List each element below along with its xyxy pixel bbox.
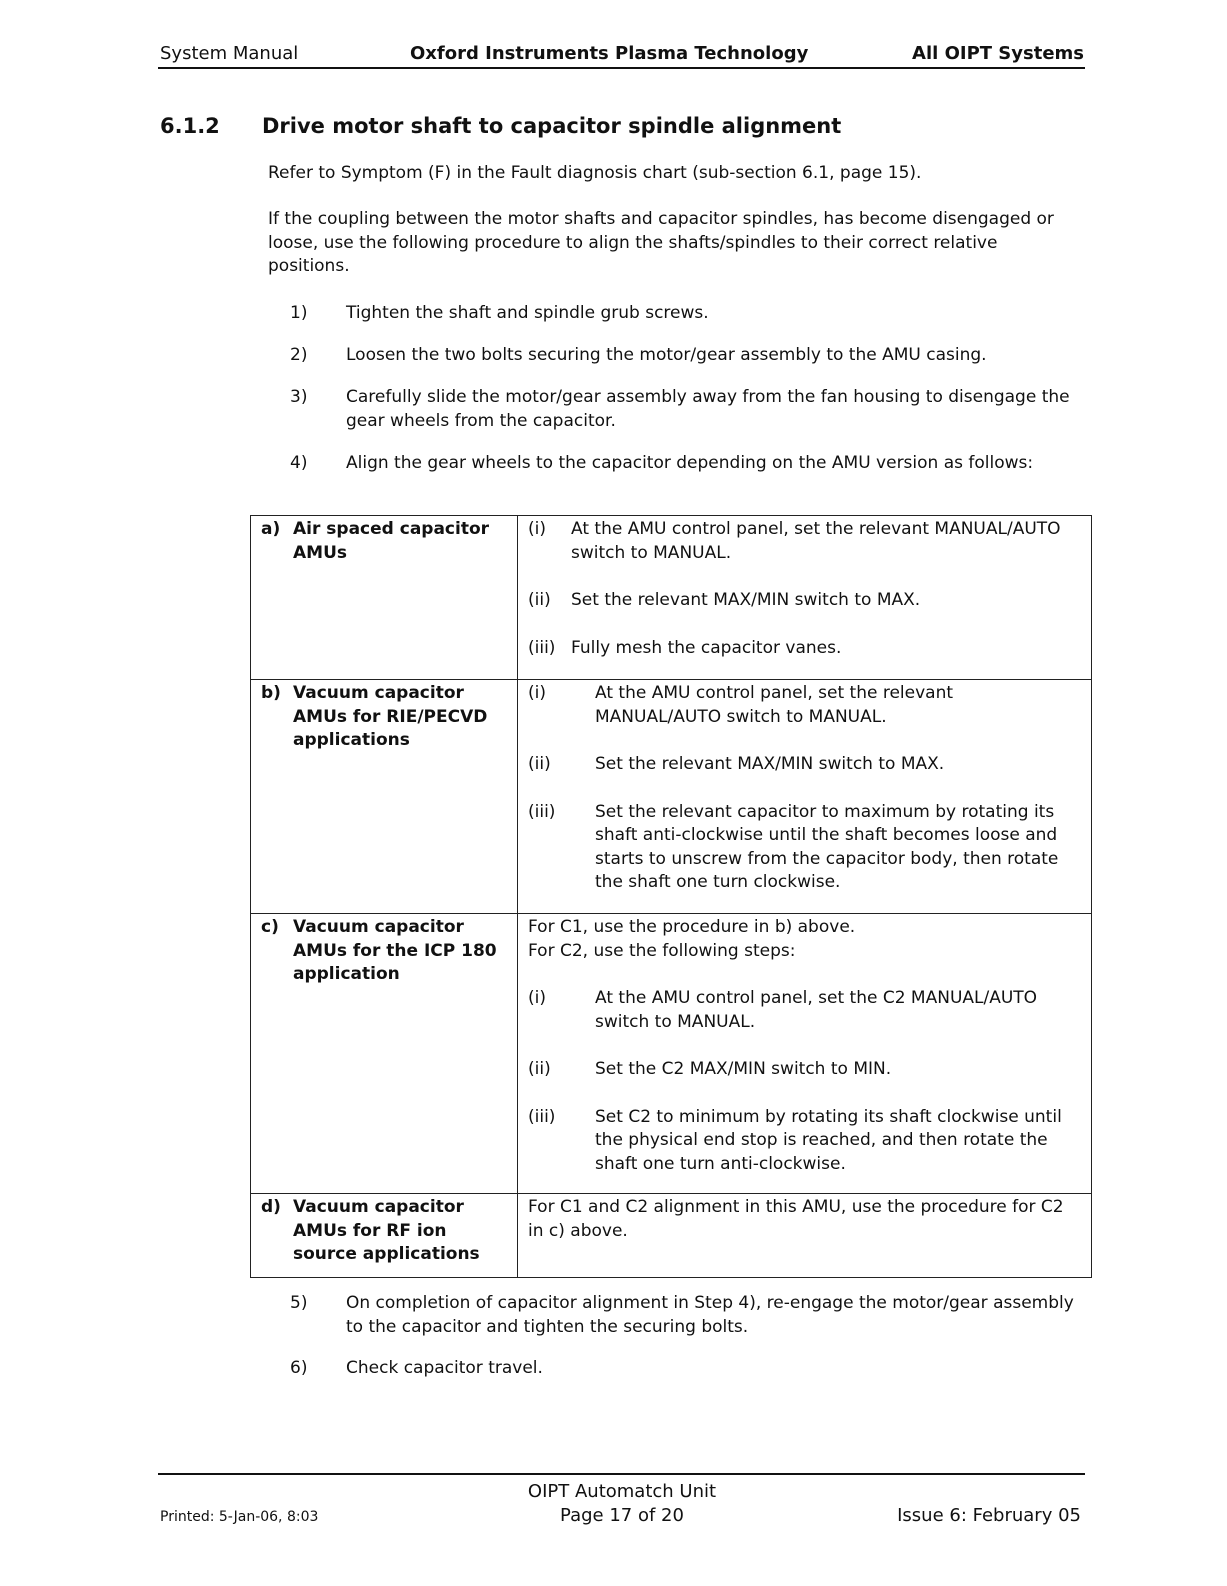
row-label xyxy=(261,1196,509,1267)
intro-line: For C2, use the following steps: xyxy=(528,940,796,961)
row-steps-cell xyxy=(518,914,1092,1194)
sub-step xyxy=(528,1058,1083,1082)
step-number: 5) xyxy=(290,1293,308,1313)
footer-rule xyxy=(158,1473,1085,1475)
step xyxy=(290,452,1085,476)
sub-step-number: (iii) xyxy=(528,1106,556,1127)
row-key: d) xyxy=(261,1197,281,1217)
sub-step-text: Set the relevant capacitor to maximum by rotating its shaft anti-clockwise until the shaft becomes loose and starts to unscrew from the capacitor body, then rotate the shaft one turn clockwise. xyxy=(595,801,1059,892)
row-title: Vacuum capacitor AMUs for RIE/PECVD applications xyxy=(293,683,488,750)
step xyxy=(290,344,1085,368)
sub-step xyxy=(528,801,1083,895)
step xyxy=(290,1357,1085,1381)
footer-doc: OIPT Automatch Unit xyxy=(527,1481,717,1502)
row-label-cell xyxy=(251,680,518,914)
row-key: b) xyxy=(261,683,281,703)
sub-step-text: At the AMU control panel, set the C2 MANUAL/AUTO switch to MANUAL. xyxy=(595,988,1038,1032)
step-number: 6) xyxy=(290,1358,308,1378)
row-steps-cell xyxy=(518,516,1092,680)
table-row xyxy=(251,680,1092,914)
sub-step-text: Set the relevant MAX/MIN switch to MAX. xyxy=(571,590,921,610)
intro-line: For C1 and C2 alignment in this AMU, use the procedure for C2 in c) above. xyxy=(528,1197,1064,1241)
row-label xyxy=(261,518,509,565)
footer-issue: Issue 6: February 05 xyxy=(897,1505,1081,1526)
sub-step xyxy=(528,753,1083,777)
alignment-table xyxy=(250,515,1092,1278)
row-label xyxy=(261,682,509,753)
sub-step-number: (i) xyxy=(528,683,546,703)
table-row xyxy=(251,516,1092,680)
sub-step-text: At the AMU control panel, set the relevant MANUAL/AUTO switch to MANUAL. xyxy=(571,519,1061,563)
row-label-cell xyxy=(251,516,518,680)
paragraph: If the coupling between the motor shafts and capacitor spindles, has become disengaged or loose, use the following procedure to align the shafts/spindles to their correct relative positions. xyxy=(268,209,1054,276)
paragraph: Refer to Symptom (F) in the Fault diagnosis chart (sub-section 6.1, page 15). xyxy=(268,163,922,183)
sub-step-number: (i) xyxy=(528,988,546,1008)
row-label-cell xyxy=(251,914,518,1194)
row-key: a) xyxy=(261,519,281,539)
row-title: Vacuum capacitor AMUs for the ICP 180 application xyxy=(293,917,497,984)
step xyxy=(290,302,1085,326)
step-number: 2) xyxy=(290,345,308,365)
sub-step-text: Set the C2 MAX/MIN switch to MIN. xyxy=(595,1059,892,1079)
footer-page: Page 17 of 20 xyxy=(560,1505,684,1526)
row-intro xyxy=(528,916,1083,963)
sub-step-text: Set the relevant MAX/MIN switch to MAX. xyxy=(595,754,945,774)
step-number: 1) xyxy=(290,303,308,323)
sub-step xyxy=(528,589,1083,613)
sub-step-number: (ii) xyxy=(528,1059,551,1079)
step-text: Check capacitor travel. xyxy=(346,1358,543,1378)
step-text: Carefully slide the motor/gear assembly away from the fan housing to disengage the gear wheels from the capacitor. xyxy=(346,387,1070,431)
sub-step-number: (ii) xyxy=(528,590,551,610)
sub-step-number: (i) xyxy=(528,519,546,539)
step-text: Tighten the shaft and spindle grub screws. xyxy=(346,303,709,323)
sub-step-number: (ii) xyxy=(528,754,551,774)
sub-step xyxy=(528,987,1083,1034)
sub-step xyxy=(528,518,1083,565)
sub-step xyxy=(528,1106,1083,1177)
header-left: System Manual xyxy=(160,43,299,64)
step-text: Loosen the two bolts securing the motor/gear assembly to the AMU casing. xyxy=(346,345,987,365)
row-title: Vacuum capacitor AMUs for RF ion source applications xyxy=(293,1197,480,1264)
step xyxy=(290,1292,1085,1339)
sub-step xyxy=(528,637,1083,661)
row-steps-cell xyxy=(518,1194,1092,1278)
footer-printed: Printed: 5-Jan-06, 8:03 xyxy=(160,1509,319,1525)
step-text: Align the gear wheels to the capacitor depending on the AMU version as follows: xyxy=(346,453,1034,473)
row-intro xyxy=(528,1196,1083,1243)
intro-line: For C1, use the procedure in b) above. xyxy=(528,917,856,937)
sub-step-text: Set C2 to minimum by rotating its shaft clockwise until the physical end stop is reached, and then rotate the shaft one turn anti-clockwise. xyxy=(595,1106,1062,1174)
sub-step-number: (iii) xyxy=(528,637,556,658)
sub-step-text: At the AMU control panel, set the relevant MANUAL/AUTO switch to MANUAL. xyxy=(595,683,954,727)
header-rule xyxy=(158,67,1085,69)
table-row xyxy=(251,914,1092,1194)
step-number: 4) xyxy=(290,453,308,473)
step-number: 3) xyxy=(290,387,308,407)
header-right: All OIPT Systems xyxy=(912,43,1084,64)
row-key: c) xyxy=(261,917,279,937)
step-text: On completion of capacitor alignment in Step 4), re-engage the motor/gear assembly to the capacitor and tighten the securing bolts. xyxy=(346,1293,1074,1337)
row-label xyxy=(261,916,509,987)
table-row xyxy=(251,1194,1092,1278)
sub-step xyxy=(528,682,1083,729)
header-center: Oxford Instruments Plasma Technology xyxy=(410,43,809,64)
step xyxy=(290,386,1085,433)
sub-step-text: Fully mesh the capacitor vanes. xyxy=(571,637,842,658)
row-steps-cell xyxy=(518,680,1092,914)
row-title: Air spaced capacitor AMUs xyxy=(293,519,490,563)
section-number: 6.1.2 xyxy=(160,114,220,138)
section-title: Drive motor shaft to capacitor spindle alignment xyxy=(262,114,842,138)
row-label-cell xyxy=(251,1194,518,1278)
sub-step-number: (iii) xyxy=(528,801,556,822)
